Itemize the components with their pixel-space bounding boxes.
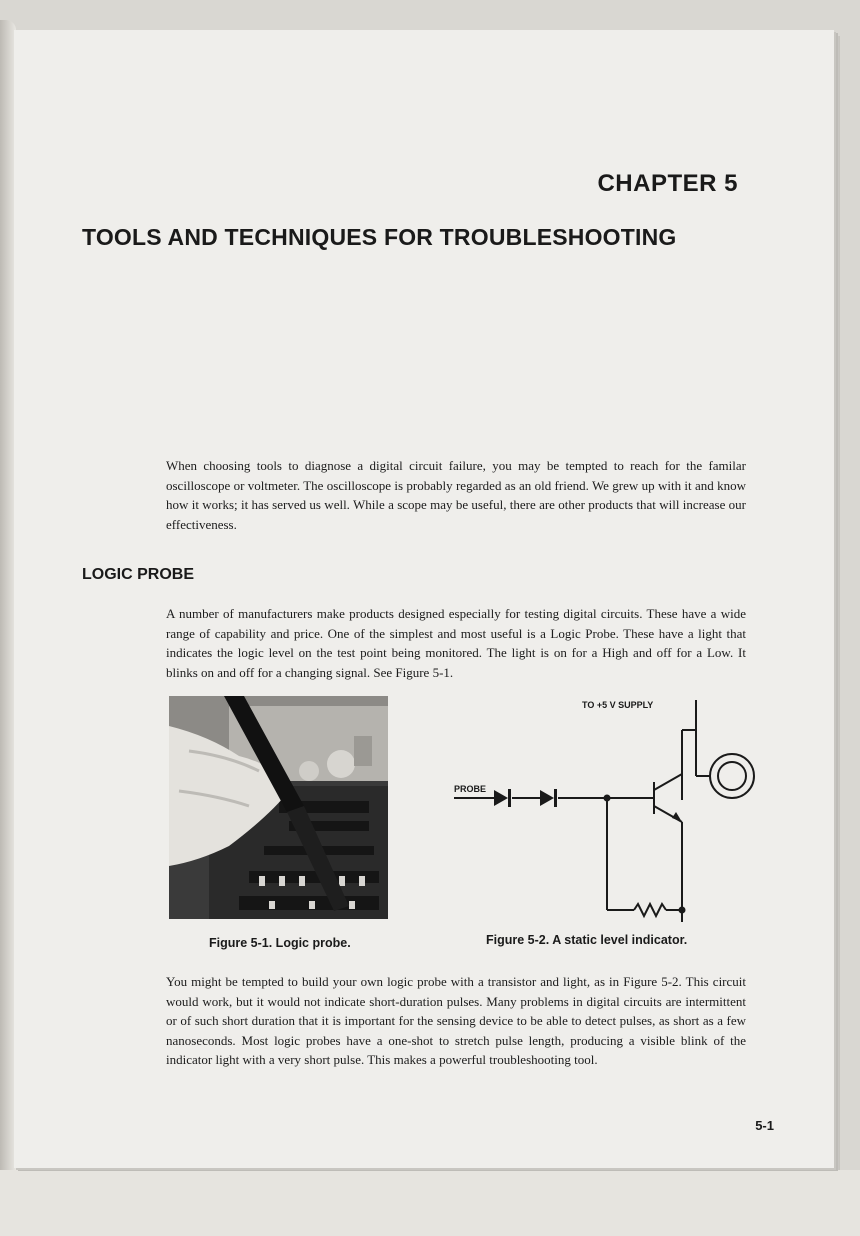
page-number: 5-1	[755, 1118, 774, 1133]
probe-label: PROBE	[454, 784, 487, 794]
page-stack-edge	[834, 36, 840, 1170]
chapter-number: CHAPTER 5	[597, 170, 738, 197]
book-page	[14, 30, 834, 1168]
logic-probe-paragraph: A number of manufacturers make products designed especially for testing digital circuits. These have a wide range of capability and price. One of the simplest and most useful is a Logic Probe. These have a light that indicates the logic level on the test point being monitored. The light is on for a High and off for a Low. It blinks on and off for a changing signal. See Figure 5-1.	[166, 606, 746, 680]
figure-5-2-caption: Figure 5-2. A static level indicator.	[486, 933, 688, 947]
figure-5-1-caption: Figure 5-1. Logic probe.	[209, 936, 351, 950]
section-heading: LOGIC PROBE	[82, 566, 195, 583]
chapter-title: TOOLS AND TECHNIQUES FOR TROUBLESHOOTING	[82, 224, 677, 250]
logic-probe-photo	[169, 696, 388, 919]
table-surface	[0, 1170, 860, 1236]
intro-paragraph: When choosing tools to diagnose a digital circuit failure, you may be tempted to reach for the familar oscilloscope or voltmeter. The oscilloscope is probably regarded as an old friend. We grew up with it and know how it works; it has served us well. While a scope may be useful, there are other products that will increase our effectiveness.	[166, 458, 746, 532]
static-level-indicator-schematic	[444, 690, 764, 922]
homemade-probe-paragraph: You might be tempted to build your own logic probe with a transistor and light, as in Figure 5-2. This circuit would work, but it would not indicate short-duration pulses. Many problems in digital circuits are intermittent or of such short duration that it is important for the sensing device to be able to detect pulses, as short as a few nanoseconds. Most logic probes have a one-shot to stretch pulse length, producing a visible blink of the indicator light with a very short pulse. This makes a powerful troubleshooting tool.	[166, 974, 746, 1067]
supply-label: TO +5 V SUPPLY	[582, 700, 654, 710]
